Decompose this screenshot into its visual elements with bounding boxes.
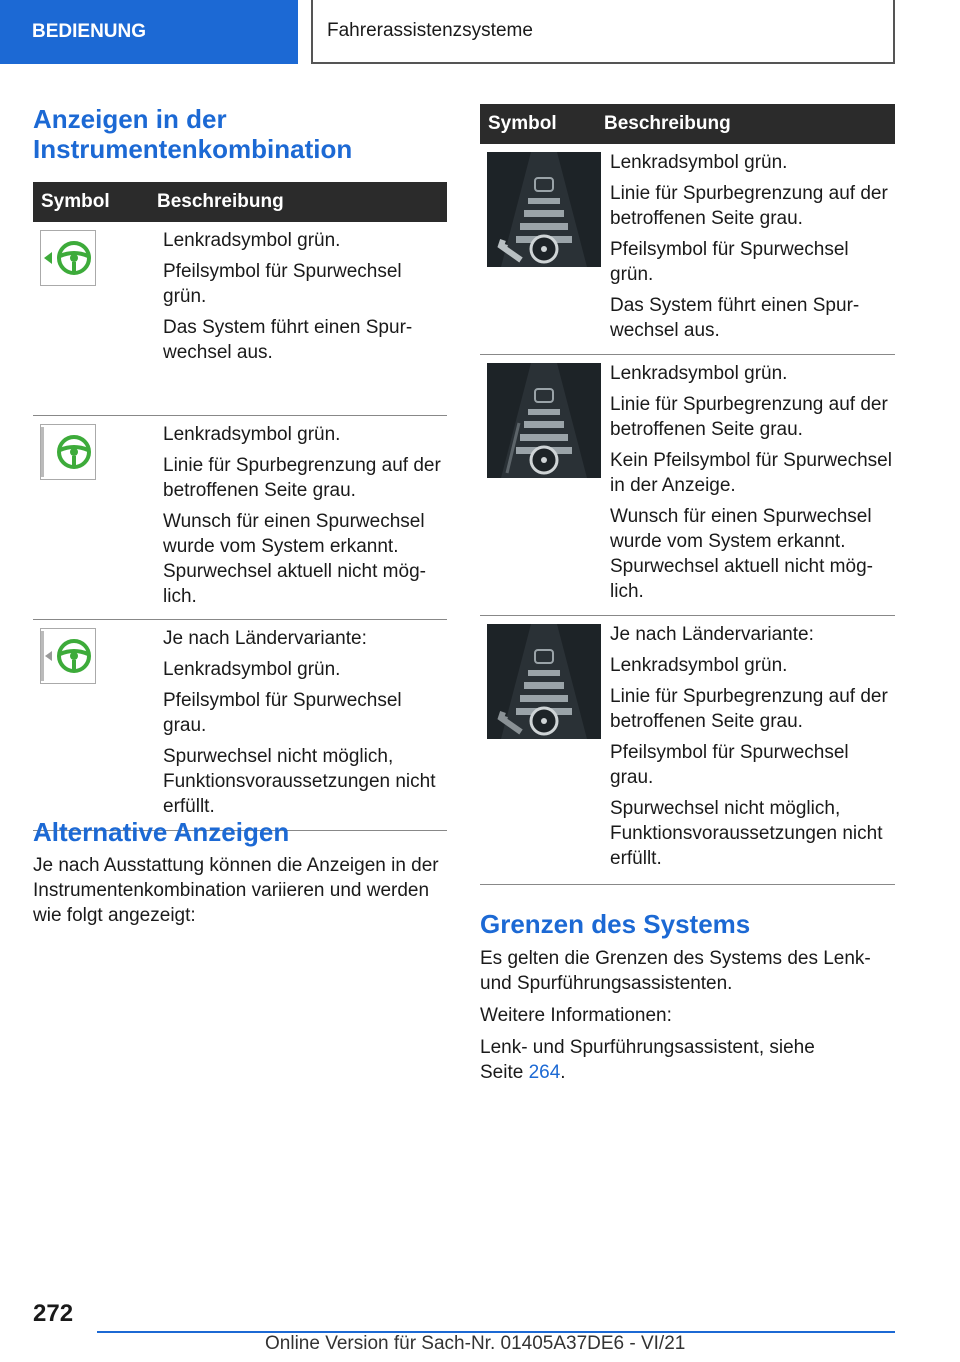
description-line: Pfeilsymbol für Spurwechsel grün.: [163, 261, 402, 307]
limits-heading: Grenzen des Systems: [480, 909, 751, 939]
steering-wheel-arrow-grey-icon: [40, 628, 96, 684]
lane-change-display-arrow-grey-icon: [487, 624, 601, 739]
table-header: [33, 182, 447, 222]
page-link[interactable]: 264: [528, 1062, 561, 1083]
table-row: [33, 416, 447, 620]
chapter-title: Fahrerassistenzsysteme: [327, 20, 533, 41]
table-header-description: Beschreibung: [604, 113, 731, 134]
cross-reference: [480, 1035, 840, 1085]
description-cell: [163, 620, 447, 830]
description-line: Lenkradsymbol grün.: [610, 655, 788, 676]
description-line: Linie für Spurbegrenzung auf der betroffenen Seite grau.: [163, 455, 441, 501]
table-header-symbol: Symbol: [488, 113, 557, 134]
description-line: Lenkradsymbol grün.: [163, 424, 341, 445]
description-cell: [163, 222, 447, 415]
chapter-header: [311, 0, 895, 64]
description-line: Lenkradsymbol grün.: [163, 659, 341, 680]
description-cell: [610, 355, 895, 615]
symbol-cell: [480, 616, 610, 884]
description-line: Lenkradsymbol grün.: [610, 152, 788, 173]
description-line: Das System führt einen Spurwechsel aus.: [163, 317, 413, 363]
description-cell: [163, 416, 447, 619]
description-line: Lenkradsymbol grün.: [610, 363, 788, 384]
steering-wheel-arrow-green-icon: [40, 230, 96, 286]
symbol-cell: [33, 416, 163, 619]
description-line: Pfeilsymbol für Spurwechsel grau.: [163, 690, 402, 736]
more-info-label: Weitere Informationen:: [480, 1005, 672, 1026]
description-line: Je nach Ländervariante:: [610, 624, 814, 645]
description-line: Kein Pfeilsymbol für Spurwechsel in der Anzeige.: [610, 450, 892, 496]
alternative-heading: Alternative Anzeigen: [33, 817, 290, 847]
section-title: BEDIENUNG: [32, 21, 147, 42]
symbol-table-right: [480, 104, 895, 885]
page-number: 272: [33, 1300, 74, 1327]
table-row: [480, 616, 895, 885]
description-line: Lenkradsymbol grün.: [163, 230, 341, 251]
description-cell: [610, 144, 895, 354]
description-line: Spurwechsel nicht möglich, Funktionsvoraussetzungen nicht erfüllt.: [610, 798, 883, 869]
description-line: Je nach Ländervariante:: [163, 628, 367, 649]
cross-reference-text: Lenk- und Spurführungsassistent, siehe Seite: [480, 1037, 815, 1083]
description-line: Linie für Spurbegrenzung auf der betroffenen Seite grau.: [610, 394, 888, 440]
description-line: Wunsch für einen Spurwechsel wurde vom System erkannt. Spurwechsel aktuell nicht möglich.: [163, 511, 426, 607]
steering-wheel-lane-line-icon: [40, 424, 96, 480]
table-header-symbol: Symbol: [41, 191, 110, 212]
section-heading: Anzeigen in der Instrumentenkombination: [33, 104, 353, 164]
description-line: Pfeilsymbol für Spurwechsel grau.: [610, 742, 849, 788]
limits-text: Es gelten die Grenzen des Systems des Lenk- und Spurführungsassistenten.: [480, 948, 871, 994]
description-cell: [610, 616, 895, 884]
lane-change-display-line-icon: [487, 363, 601, 478]
table-header: [480, 104, 895, 144]
table-header-description: Beschreibung: [157, 191, 284, 212]
description-line: Pfeilsymbol für Spurwechsel grün.: [610, 239, 849, 285]
cross-reference-end: .: [560, 1062, 566, 1083]
symbol-table-left: [33, 182, 447, 831]
table-row: [480, 355, 895, 616]
description-line: Linie für Spurbegrenzung auf der betroffenen Seite grau.: [610, 686, 888, 732]
footer-text: Online Version für Sach-Nr. 01405A37DE6 - VI/21: [265, 1333, 686, 1354]
lane-change-display-arrow-icon: [487, 152, 601, 267]
table-row: [480, 144, 895, 355]
table-row: [33, 222, 447, 416]
table-row: [33, 620, 447, 831]
symbol-cell: [480, 144, 610, 354]
symbol-cell: [33, 222, 163, 415]
description-line: Wunsch für einen Spurwechsel wurde vom System erkannt. Spurwechsel aktuell nicht möglich.: [610, 506, 873, 602]
alternative-text: Je nach Ausstattung können die Anzeigen in der Instrumentenkombination variieren und werden wie folgt angezeigt:: [33, 855, 439, 926]
symbol-cell: [480, 355, 610, 615]
description-line: Spurwechsel nicht möglich, Funktionsvoraussetzungen nicht erfüllt.: [163, 746, 436, 817]
section-tab: [0, 0, 298, 64]
description-line: Das System führt einen Spurwechsel aus.: [610, 295, 860, 341]
description-line: Linie für Spurbegrenzung auf der betroffenen Seite grau.: [610, 183, 888, 229]
symbol-cell: [33, 620, 163, 830]
